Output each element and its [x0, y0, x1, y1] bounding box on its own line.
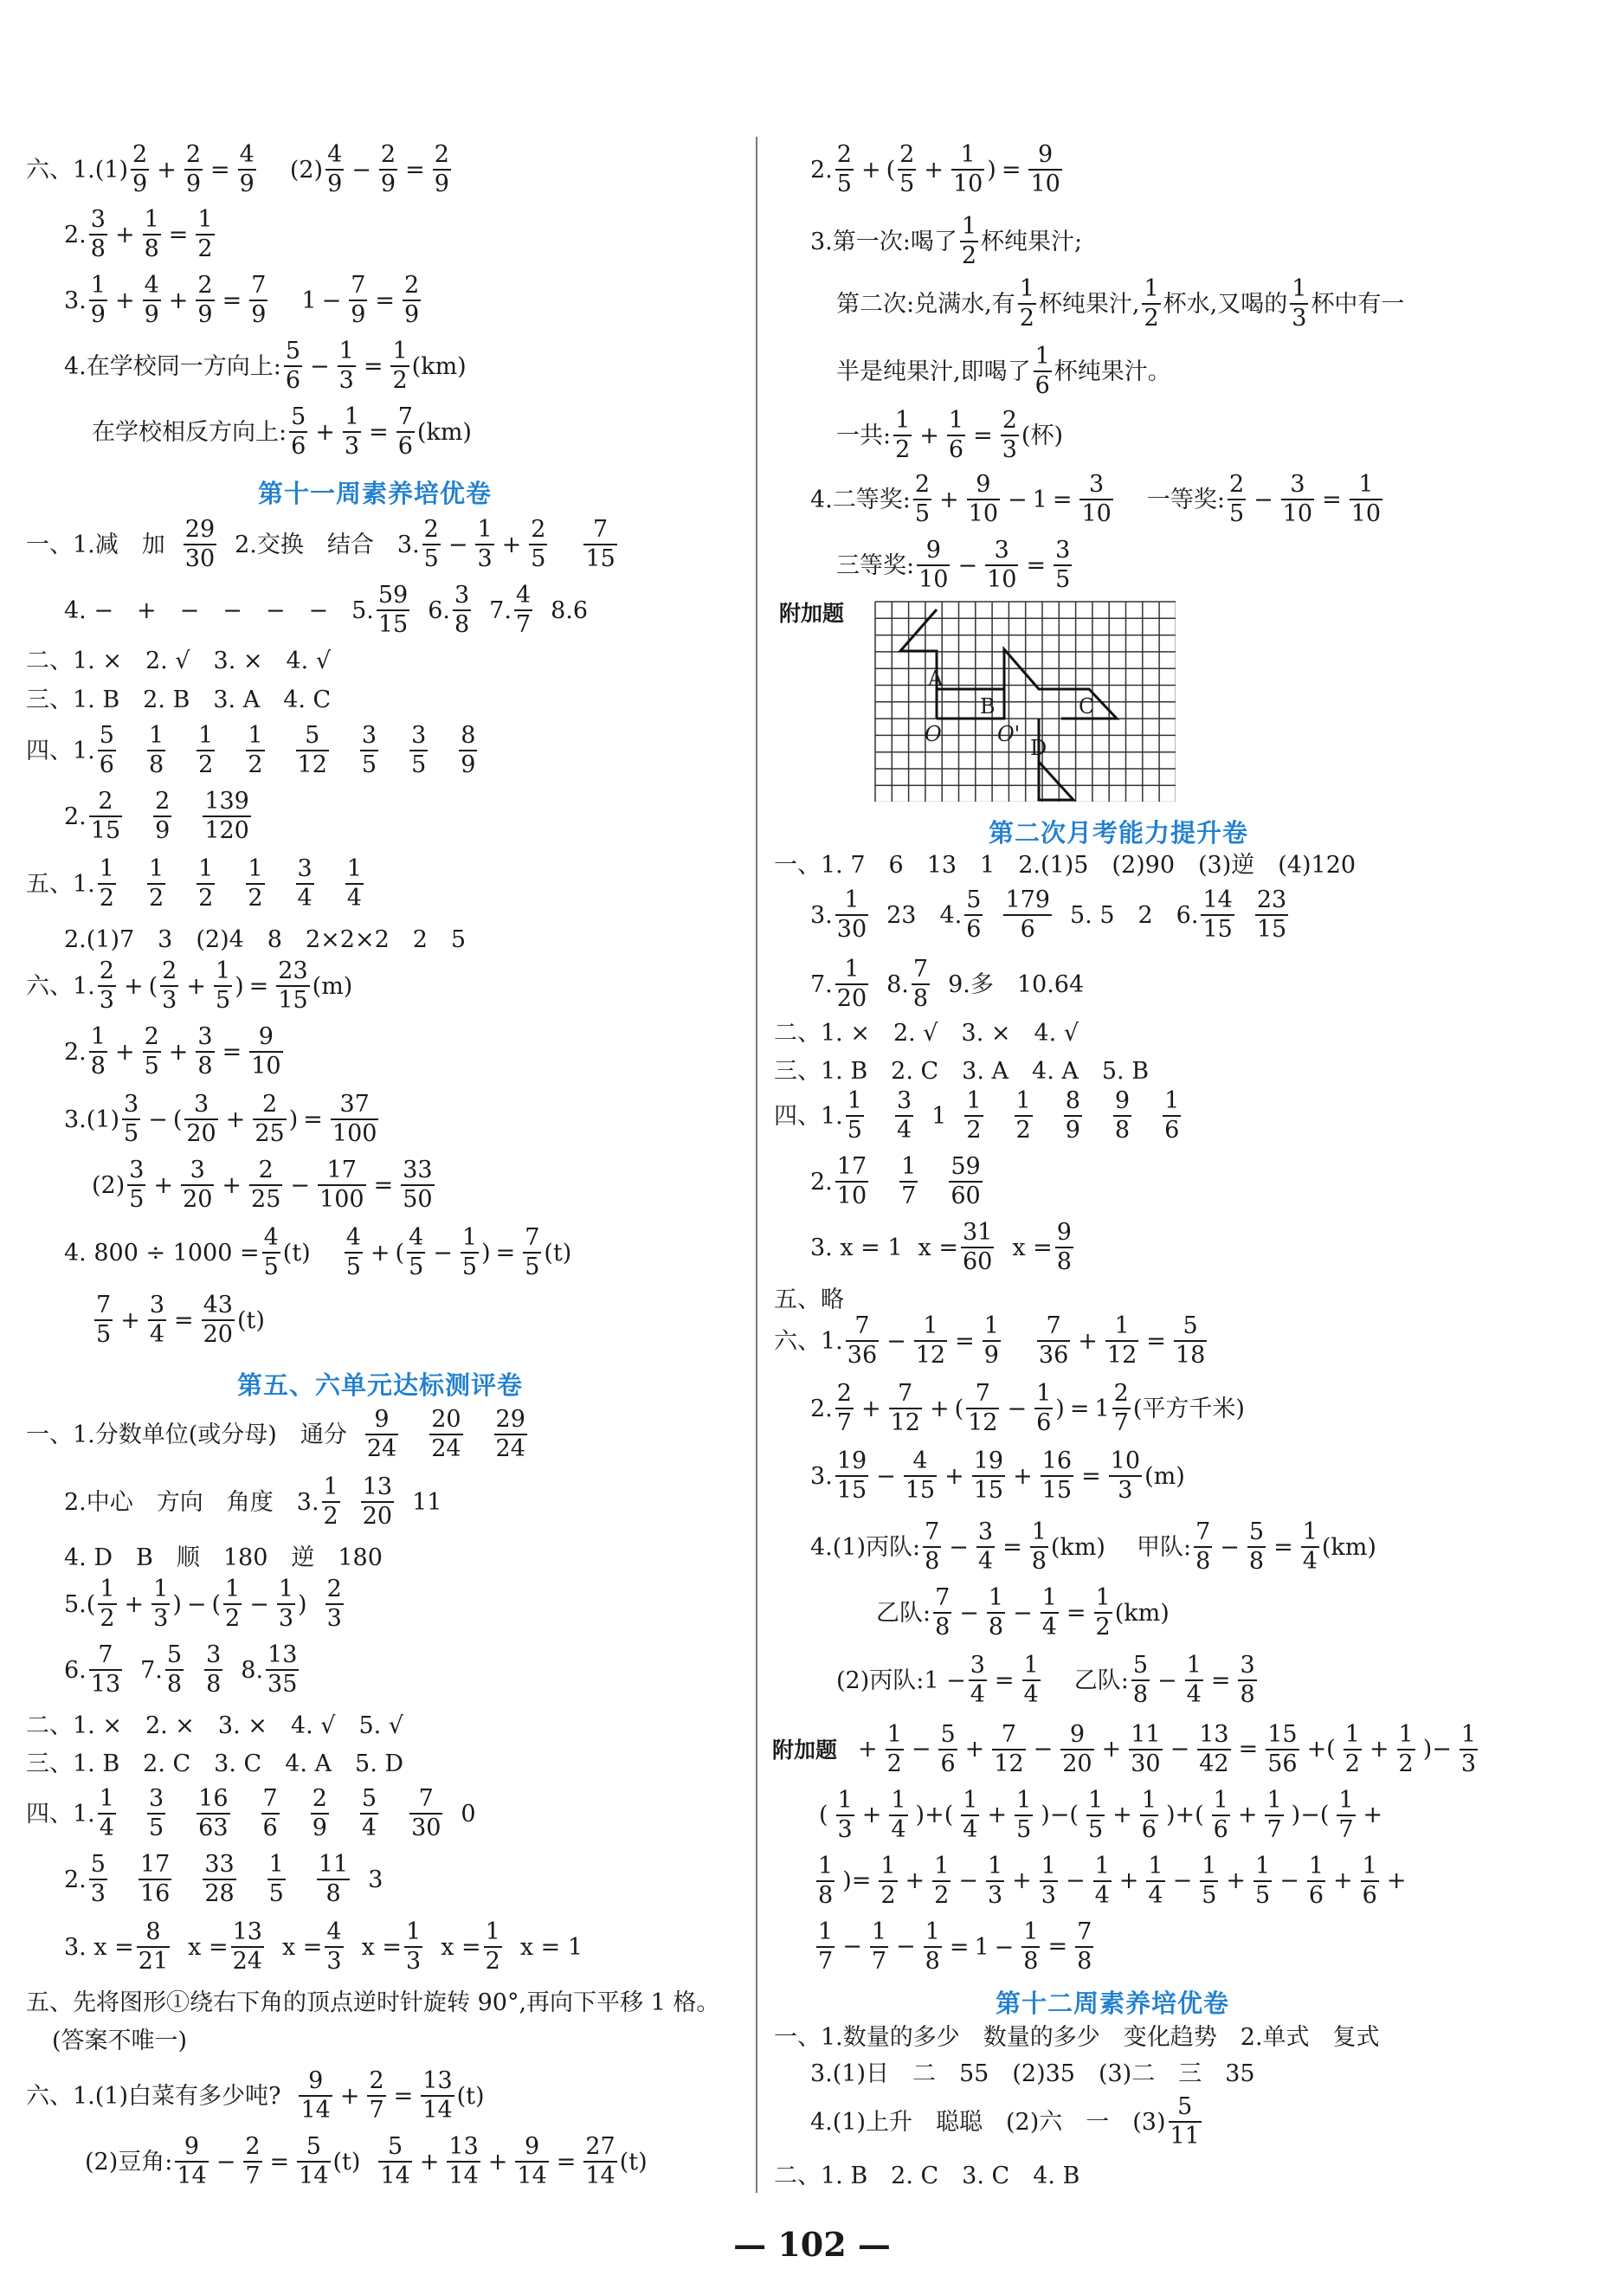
fraction: $\frac{59}{60}$ — [951, 1153, 981, 1210]
answer-line: 4. D B 顺 180 逆 180 — [64, 1544, 383, 1571]
fraction: $\frac{7}{30}$ — [411, 1785, 441, 1842]
answer-line: 一、1.数量的多少 数量的多少 变化趋势 2.单式 复式 — [774, 2024, 1380, 2051]
answer-line: 第二次:兑满水,有 1 2 杯纯果汁, 1 2 杯水,又喝的 1 3 杯中有一 — [836, 275, 1405, 332]
operator: )+( — [1165, 1801, 1204, 1828]
operator: ( — [819, 1801, 828, 1828]
fraction: $\frac{1}{2}$ — [248, 722, 263, 779]
fraction: $\frac{1}{4}$ — [1094, 1853, 1110, 1910]
answer-line: 3.(1) 3 5 − ( 3 20 + 2 25 ) = 37 100 — [64, 1091, 377, 1148]
answer-line: 7 5 + 3 4 = 43 20 (t) — [96, 1292, 265, 1349]
answer-line: 二、1. × 2. √ 3. × 4. √ — [774, 1020, 1079, 1047]
answer-line: 2. 2 7 + 7 12 + ( 7 12 − 1 6 ) = 1 2 7 (平方千米) — [810, 1380, 1245, 1437]
fraction: $\frac{1}{3}$ — [837, 1787, 853, 1844]
operator: + — [1369, 1735, 1389, 1763]
fraction: $\frac{7}{12}$ — [994, 1721, 1024, 1778]
right-column — [762, 0, 1624, 2295]
left-column — [0, 0, 744, 2295]
fraction: $\frac{1}{6}$ — [1164, 1087, 1180, 1144]
fraction: $\frac{1}{4}$ — [346, 855, 362, 912]
operator: − — [1170, 1735, 1190, 1763]
fraction: $\frac{1}{8}$ — [148, 722, 164, 779]
answer-line: 5. ( 1 2 + 1 3 ) − ( 1 2 − 1 3 ) 2 3 — [64, 1576, 342, 1633]
operator: − — [896, 1932, 916, 1960]
fraction: $\frac{5}{6}$ — [940, 1721, 956, 1778]
operator: − — [911, 1735, 931, 1763]
answer-line: 4.二等奖: 2 5 + 9 10 − 1 = 3 10 一等奖: 2 5 − 3 10 = 1 10 — [810, 471, 1382, 528]
grid-label: B — [980, 694, 996, 719]
answer-line: 二、1. B 2. C 3. C 4. B — [774, 2163, 1080, 2189]
fraction: $\frac{11}{30}$ — [1131, 1721, 1161, 1778]
section-title: 第十二周素养培优卷 — [996, 1989, 1230, 2018]
answer-line: $\frac{1}{8}$ )= $\frac{1}{2}$ + $\frac{1}{2}$ − $\frac{1}{3}$ + $\frac{1}{3}$ − $\frac{1}{4}$ + $\frac{1}{4}$ − $\frac{1}{5}$ + $\frac{1}{5}$ − $\frac{1}{6}$ + $\frac{1}{6}$ + — [818, 1853, 1407, 1910]
grid-svg — [874, 601, 1176, 802]
answer-line: (2)丙队:1 − 3 4 = 1 4 乙队: 5 8 − 1 4 = 3 8 — [836, 1652, 1255, 1709]
fraction: $\frac{1}{4}$ — [891, 1787, 906, 1844]
fraction: $\frac{7}{6}$ — [262, 1785, 278, 1842]
operator: + — [1333, 1866, 1353, 1894]
fraction: $\frac{9}{8}$ — [1114, 1087, 1131, 1144]
answer-line: 一共: 1 2 + 1 6 = 2 3 (杯) — [836, 407, 1063, 464]
fraction: $\frac{1}{4}$ — [1148, 1853, 1163, 1910]
column-divider — [756, 137, 757, 2193]
answer-line: 一、1. 7 6 13 1 2.(1)5 (2)90 (3)逆 (4)120 — [774, 852, 1357, 879]
section-title: 第二次月考能力提升卷 — [989, 818, 1249, 848]
answer-line: 4. 800 ÷ 1000 = 4 5 (t) 4 5 + ( 4 5 − 1 5 ) = 7 5 (t) — [64, 1224, 572, 1281]
operator: + — [1112, 1801, 1132, 1828]
operator: + — [905, 1866, 925, 1894]
answer-line: 六、1.(1)白菜有多少吨? 9 14 + 2 7 = 13 14 (t) — [26, 2067, 485, 2124]
answer-line: 4. − + − − − − 5. 59 15 6. 3 8 7. 4 7 8.6 — [64, 582, 589, 639]
operator: + — [1012, 1866, 1032, 1894]
answer-line: 3. 1 30 23 4. 5 6 179 6 5. 5 2 6. 14 15 23 15 — [810, 886, 1287, 944]
operator: + — [964, 1735, 985, 1763]
grid-label: O' — [997, 722, 1021, 746]
answer-line: 2. 2 5 + ( 2 5 + 1 10 ) = 9 10 — [810, 141, 1060, 198]
fraction: $\frac{7}{8}$ — [1077, 1918, 1092, 1976]
answer-line: 3.(1)日 二 55 (2)35 (3)二 三 35 — [810, 2060, 1255, 2087]
fraction: $\frac{1}{7}$ — [901, 1153, 917, 1210]
grid-label: C — [1079, 694, 1095, 719]
fraction: $\frac{5}{6}$ — [99, 722, 114, 779]
answer-line: $\frac{1}{7}$ − $\frac{1}{7}$ − $\frac{1}{8}$ = 1 − $\frac{1}{8}$ = $\frac{7}{8}$ — [818, 1918, 1092, 1976]
fraction: $\frac{1}{6}$ — [1213, 1787, 1228, 1844]
answer-line: 二、1. × 2. √ 3. × 4. √ — [26, 648, 332, 674]
answer-line: 2. $\frac{17}{10}$ $\frac{1}{7}$ $\frac{59}{60}$ — [810, 1153, 981, 1210]
operator: = — [1047, 1932, 1068, 1960]
answer-line: 3. x = 8 21 x = 13 24 x = 4 3 x = 1 3 x = 1 2 x = 1 — [64, 1918, 583, 1976]
answer-line: 4.在学校同一方向上: 5 6 − 1 3 = 1 2 (km) — [64, 338, 467, 395]
operator: − — [842, 1932, 862, 1960]
fraction: $\frac{139}{120}$ — [204, 788, 249, 845]
fraction: $\frac{1}{5}$ — [1202, 1853, 1217, 1910]
fraction: $\frac{1}{7}$ — [1266, 1787, 1282, 1844]
answer-line: 一、1.减 加 29 30 2.交换 结合 3. 2 5 − 1 3 + 2 5 7 15 — [26, 516, 615, 573]
fraction: $\frac{15}{56}$ — [1267, 1721, 1298, 1778]
answer-line: (答案不唯一) — [52, 2027, 188, 2054]
fraction: $\frac{17}{16}$ — [139, 1851, 171, 1908]
answer-line: 3. 19 15 − 4 15 + 19 15 + 16 15 = 10 3 (m) — [810, 1447, 1185, 1505]
fraction: $\frac{5}{3}$ — [90, 1851, 106, 1908]
fraction: $\frac{33}{28}$ — [204, 1851, 235, 1908]
fraction: $\frac{5}{4}$ — [361, 1785, 377, 1842]
fraction: $\frac{1}{2}$ — [966, 1087, 982, 1144]
fraction: $\frac{1}{2}$ — [99, 855, 114, 912]
fraction: $\frac{1}{2}$ — [1344, 1721, 1360, 1778]
answer-line: 四、1. $\frac{1}{4}$ $\frac{3}{5}$ $\frac{16}{63}$ $\frac{7}{6}$ $\frac{2}{9}$ $\frac{5}{4}$ $\frac{7}{30}$ 0 — [26, 1785, 476, 1842]
fraction: $\frac{1}{2}$ — [934, 1853, 950, 1910]
answer-line: 附加题 + $\frac{1}{2}$ − $\frac{5}{6}$ + $\frac{7}{12}$ − $\frac{9}{20}$ + $\frac{11}{30}$ − $\frac{13}{42}$ = $\frac{15}{56}$ +( $\frac{1}{2}$ + $\frac{1}{2}$ )− $\frac{1}{3}$ — [772, 1721, 1477, 1778]
answer-line: 半是纯果汁,即喝了 1 6 杯纯果汁。 — [836, 343, 1171, 400]
fraction: $\frac{1}{2}$ — [148, 855, 164, 912]
fraction: $\frac{20}{24}$ — [431, 1406, 461, 1463]
fraction: $\frac{1}{5}$ — [268, 1851, 284, 1908]
answer-line: (2)豆角: 9 14 − 2 7 = 5 14 (t) 5 14 + 13 14 + 9 14 = 27 14 (t) — [85, 2133, 648, 2190]
fraction: $\frac{3}{5}$ — [411, 722, 427, 779]
fraction: $\frac{1}{8}$ — [818, 1853, 834, 1910]
fraction: $\frac{5}{12}$ — [297, 722, 327, 779]
answer-line: 3.第一次:喝了 1 2 杯纯果汁; — [810, 213, 1083, 270]
fraction: $\frac{3}{5}$ — [361, 722, 377, 779]
fraction: $\frac{1}{7}$ — [871, 1918, 886, 1976]
answer-line: 三等奖: 9 10 − 3 10 = 3 5 — [836, 537, 1071, 594]
fraction: $\frac{3}{4}$ — [896, 1087, 912, 1144]
answer-line: 三、1. B 2. B 3. A 4. C — [26, 687, 332, 713]
answer-line: 2.中心 方向 角度 3. 1 2 13 20 11 — [64, 1473, 442, 1531]
operator: )+( — [915, 1801, 954, 1828]
operator: + — [1118, 1866, 1139, 1894]
fraction: $\frac{1}{7}$ — [1338, 1787, 1354, 1844]
fraction: $\frac{1}{4}$ — [99, 1785, 114, 1842]
fraction: $\frac{2}{9}$ — [155, 788, 171, 845]
answer-line: 二、1. × 2. × 3. × 4. √ 5. √ — [26, 1712, 403, 1739]
answer-line: 2.(1)7 3 (2)4 8 2×2×2 2 5 — [64, 926, 467, 953]
fraction: $\frac{1}{8}$ — [1023, 1918, 1039, 1976]
fraction: $\frac{2}{9}$ — [312, 1785, 327, 1842]
answer-line: 4.(1)上升 聪聪 (2)六 一 (3) 5 11 — [810, 2093, 1200, 2150]
fraction: $\frac{1}{2}$ — [1015, 1087, 1031, 1144]
answer-line: 五、先将图形①绕右下角的顶点逆时针旋转 90°,再向下平移 1 格。 — [26, 1989, 720, 2016]
answer-line: 一、1.分数单位(或分母) 通分 $\frac{9}{24}$ $\frac{20}{24}$ $\frac{29}{24}$ — [26, 1406, 525, 1463]
fraction: $\frac{1}{6}$ — [1308, 1853, 1324, 1910]
answer-line: 六、1. 7 36 − 1 12 = 1 9 7 36 + 1 12 = 5 18 — [774, 1312, 1206, 1370]
fraction: $\frac{9}{20}$ — [1062, 1721, 1092, 1778]
fraction: $\frac{1}{6}$ — [1141, 1787, 1157, 1844]
fraction: $\frac{1}{2}$ — [198, 722, 214, 779]
fraction: $\frac{16}{63}$ — [198, 1785, 229, 1842]
fraction: $\frac{1}{5}$ — [847, 1087, 862, 1144]
fraction: $\frac{1}{5}$ — [1016, 1787, 1032, 1844]
operator: = — [1238, 1735, 1259, 1763]
answer-line: 2. $\frac{2}{15}$ $\frac{2}{9}$ $\frac{139}{120}$ — [64, 788, 249, 845]
answer-line: 2. $\frac{5}{3}$ $\frac{17}{16}$ $\frac{33}{28}$ $\frac{1}{5}$ $\frac{11}{8}$ 3 — [64, 1851, 383, 1908]
answer-line: 2. 1 8 + 2 5 + 3 8 = 9 10 — [64, 1023, 281, 1080]
answer-line: 6. 7 13 7. 5 8 3 8 8. 13 35 — [64, 1641, 298, 1699]
operator: +( — [1306, 1735, 1336, 1763]
operator: − — [958, 1866, 978, 1894]
grid-label: O — [925, 722, 942, 746]
operator: − — [1279, 1866, 1299, 1894]
operator: )= — [842, 1866, 872, 1894]
grid-label: A — [928, 667, 944, 691]
fraction: $\frac{3}{5}$ — [148, 1785, 164, 1842]
operator: − — [1065, 1866, 1086, 1894]
operator: )− — [1422, 1735, 1452, 1763]
fraction: $\frac{1}{5}$ — [1087, 1787, 1104, 1844]
operator: + — [1101, 1735, 1122, 1763]
fraction: $\frac{11}{8}$ — [318, 1851, 349, 1908]
answer-line: 四、1. $\frac{1}{5}$ $\frac{3}{4}$ 1 $\frac{1}{2}$ $\frac{1}{2}$ $\frac{8}{9}$ $\frac{9}{8}$ $\frac{1}{6}$ — [774, 1087, 1180, 1144]
answer-line: 六、1.(1) 2 9 + 2 9 = 4 9 (2) 4 9 − 2 9 = 2 9 — [26, 141, 449, 198]
answer-line: 2. 3 8 + 1 8 = 1 2 — [64, 206, 213, 263]
answer-line: 在学校相反方向上: 5 6 + 1 3 = 7 6 (km) — [92, 403, 472, 461]
fraction: $\frac{13}{42}$ — [1199, 1721, 1229, 1778]
fraction: $\frac{1}{3}$ — [1041, 1853, 1056, 1910]
fraction: $\frac{8}{9}$ — [461, 722, 476, 779]
answer-line: 乙队: 7 8 − 1 8 − 1 4 = 1 2 (km) — [876, 1584, 1170, 1641]
operator: )−( — [1291, 1801, 1330, 1828]
fraction: $\frac{1}{3}$ — [1460, 1721, 1477, 1778]
answer-line: 五、1. $\frac{1}{2}$ $\frac{1}{2}$ $\frac{1}{2}$ $\frac{1}{2}$ $\frac{3}{4}$ $\frac{1}{4}$ — [26, 855, 362, 912]
shape-c — [1004, 649, 1117, 719]
page-number: — 102 — — [733, 2225, 891, 2264]
fraction: $\frac{3}{4}$ — [297, 855, 313, 912]
operator: + — [861, 1801, 882, 1828]
fraction: $\frac{1}{8}$ — [925, 1918, 940, 1976]
answer-line: 3. 1 9 + 4 9 + 2 9 = 7 9 1 − 7 9 = 2 9 — [64, 272, 420, 329]
answer-line: 五、略 — [774, 1286, 844, 1313]
operator: )−( — [1041, 1801, 1079, 1828]
operator: − — [1172, 1866, 1193, 1894]
answer-line: 三、1. B 2. C 3. A 4. A 5. B — [774, 1058, 1150, 1085]
answer-line: 4.(1)丙队: 7 8 − 3 4 = 1 8 (km) 甲队: 7 8 − 5 8 = 1 4 (km) — [810, 1518, 1376, 1576]
fraction: $\frac{1}{2}$ — [248, 855, 263, 912]
answer-line: 三、1. B 2. C 3. C 4. A 5. D — [26, 1750, 404, 1777]
fraction: $\frac{8}{9}$ — [1065, 1087, 1080, 1144]
grid-label: D — [1030, 736, 1047, 760]
fraction: $\frac{1}{2}$ — [1398, 1721, 1414, 1778]
bonus-label: 附加题 — [779, 601, 845, 626]
fraction: $\frac{1}{2}$ — [198, 855, 214, 912]
operator: + — [858, 1735, 878, 1763]
answer-line: ( $\frac{1}{3}$ + $\frac{1}{4}$ )+( $\frac{1}{4}$ + $\frac{1}{5}$ )−( $\frac{1}{5}$ + $\frac{1}{6}$ )+( $\frac{1}{6}$ + $\frac{1}{7}$ )−( $\frac{1}{7}$ + — [819, 1787, 1383, 1844]
fraction: $\frac{29}{24}$ — [495, 1406, 525, 1463]
fraction: $\frac{1}{5}$ — [1255, 1853, 1271, 1910]
answer-line: 六、1. 2 3 + ( 2 3 + 1 5 ) = 23 15 (m) — [26, 957, 353, 1015]
grid-figure — [874, 601, 1176, 802]
operator: − — [1033, 1735, 1054, 1763]
fraction: $\frac{17}{10}$ — [836, 1153, 867, 1210]
fraction: $\frac{1}{2}$ — [880, 1853, 896, 1910]
section-title: 第十一周素养培优卷 — [258, 479, 493, 508]
fraction: $\frac{2}{15}$ — [90, 788, 121, 845]
answer-line: 四、1. $\frac{5}{6}$ $\frac{1}{8}$ $\frac{1}{2}$ $\frac{1}{2}$ $\frac{5}{12}$ $\frac{3}{5}$ $\frac{3}{5}$ $\frac{8}{9}$ — [26, 722, 476, 779]
fraction: $\frac{1}{7}$ — [818, 1918, 834, 1976]
answer-line: 3. x = 1 x = 31 60 x = 9 8 — [810, 1219, 1072, 1276]
section-title: 第五、六单元达标测评卷 — [237, 1370, 524, 1400]
operator: + — [987, 1801, 1008, 1828]
fraction: $\frac{1}{3}$ — [987, 1853, 1003, 1910]
operator: + — [1226, 1866, 1247, 1894]
fraction: $\frac{9}{24}$ — [366, 1406, 397, 1463]
operator: + — [1237, 1801, 1258, 1828]
fraction: $\frac{1}{2}$ — [886, 1721, 902, 1778]
answer-line: 7. 1 20 8. 7 8 9.多 10.64 — [810, 956, 1085, 1013]
answer-line: (2) 3 5 + 3 20 + 2 25 − 17 100 = 33 50 — [92, 1157, 433, 1214]
fraction: $\frac{1}{6}$ — [1362, 1853, 1377, 1910]
fraction: $\frac{1}{4}$ — [963, 1787, 978, 1844]
